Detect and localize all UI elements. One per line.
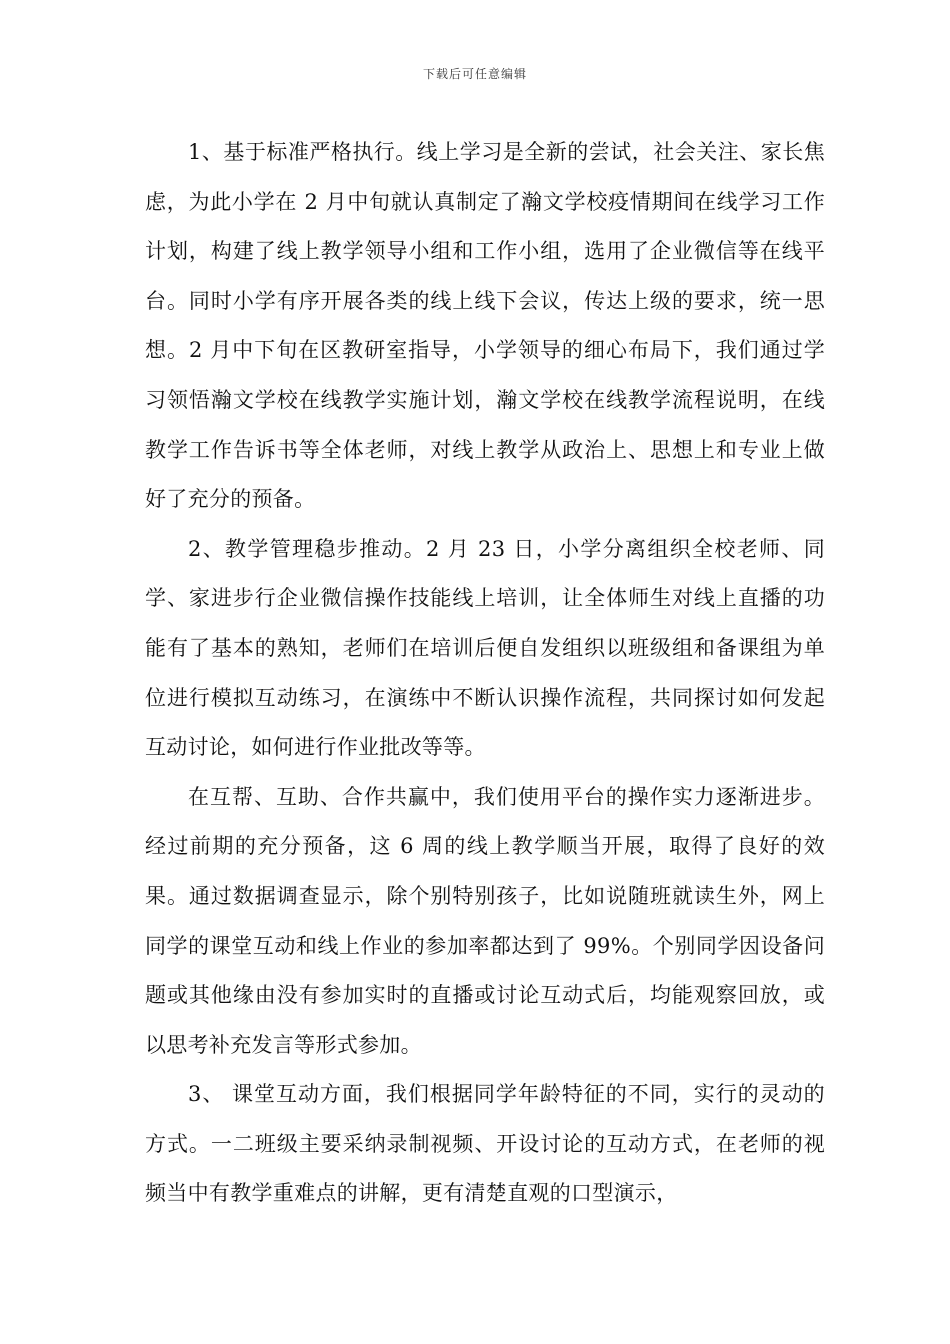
paragraph-mutual-help: 在互帮、互助、合作共赢中，我们使用平台的操作实力逐渐进步。经过前期的充分预备，这 6 周的线上教学顺当开展，取得了良好的效果。通过数据调查显示，除个别特别孩子，比如说随班就读生外，网上同学的课堂互动和线上作业的参加率都达到了 99%。个别同学因设备问题或其他缘由没有参加实时的直播或讨论互动式后，均能观察回放，或以思考补充发言等形式参加。 — [145, 784, 825, 1057]
page-header: 下载后可任意编辑 — [422, 67, 527, 81]
paragraph-classroom-interaction: 3、 课堂互动方面，我们根据同学年龄特征的不同，实行的灵动的方式。一二班级主要采纳录制视频、开设讨论的互动方式，在老师的视频当中有教学重难点的讲解，更有清楚直观的口型演示， — [145, 1082, 825, 1206]
document-body — [145, 128, 825, 1219]
paragraph-standard-execution: 1、基于标准严格执行。线上学习是全新的尝试，社会关注、家长焦虑，为此小学在 2 月中旬就认真制定了瀚文学校疫情期间在线学习工作计划，构建了线上教学领导小组和工作小组，选用了企业微信等在线平台。同时小学有序开展各类的线上线下会议，传达上级的要求，统一思想。2 月中下旬在区教研室指导，小学领导的细心布局下，我们通过学习领悟瀚文学校在线教学实施计划，瀚文学校在线教学流程说明，在线教学工作告诉书等全体老师，对线上教学从政治上、思想上和专业上做好了充分的预备。 — [145, 140, 825, 512]
paragraph-teaching-management: 2、教学管理稳步推动。2 月 23 日，小学分离组织全校老师、同学、家进步行企业微信操作技能线上培训，让全体师生对线上直播的功能有了基本的熟知，老师们在培训后便自发组织以班级组和备课组为单位进行模拟互动练习，在演练中不断认识操作流程，共同探讨如何发起互动讨论，如何进行作业批改等等。 — [145, 536, 825, 760]
